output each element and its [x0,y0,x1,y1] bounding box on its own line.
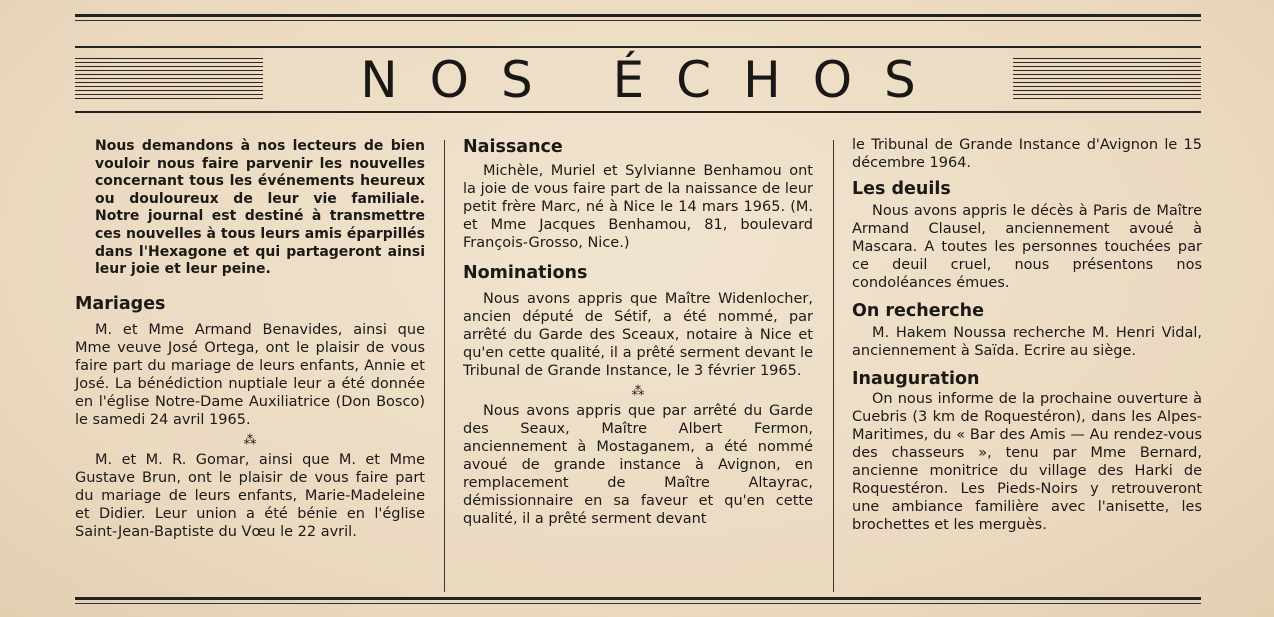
column-1 [75,136,425,541]
intro-notice: Nous demandons à nos lecteurs de bien vouloir nous faire parvenir les nouvelles concernant tous les événements heureux ou douloureux de leur vie familiale. Notre journal est destiné à transmettre ces nouvelles à tous leurs amis éparpillés dans l'Hexagone et qui partageront ainsi leur joie et leur peine. [95,138,425,278]
asterism-separator: ⁂ [631,384,645,399]
top-rule [75,14,1201,17]
banner-stripes-right [1013,58,1201,102]
section-heading-recherche: On recherche [852,301,984,321]
bottom-rule-thin [75,603,1201,604]
section-heading-inauguration: Inauguration [852,369,980,389]
column-divider [444,140,445,592]
naissance-paragraph: Michèle, Muriel et Sylvianne Benhamou ont la joie de vous faire part de la naissance de leur petit frère Marc, né à Nice le 14 mars 1965. (M. et Mme Jacques Benhamou, 81, boulevard François-Grosso, Nice.) [463,163,813,251]
asterism-separator: ⁂ [243,432,257,448]
column-divider [833,140,834,592]
deuils-paragraph: Nous avons appris le décès à Paris de Maître Armand Clausel, anciennement avoué à Mascara. A toutes les personnes touchées par ce deuil cruel, nous présentons nos condoléances émues. [852,203,1202,291]
top-rule-thin [75,20,1201,21]
continuation-paragraph: le Tribunal de Grande Instance d'Avignon le 15 décembre 1964. [852,137,1202,171]
mariages-paragraph-1: M. et Mme Armand Benavides, ainsi que Mme veuve José Ortega, ont le plaisir de vous faire part du mariage de leurs enfants, Annie et José. La bénédiction nuptiale leur a été donnée en l'église Notre-Dame Auxiliatrice (Don Bosco) le samedi 24 avril 1965. [75,321,425,428]
section-heading-mariages: Mariages [75,293,166,314]
nominations-paragraph-1: Nous avons appris que Maître Widenlocher, ancien député de Sétif, a été nommé, par arrêté du Garde des Sceaux, notaire à Nice et qu'en cette qualité, il a prêté serment devant le Tribunal de Grande Instance, le 3 février 1965. [463,291,813,379]
page-title: NOS ÉCHOS [360,51,948,109]
mariages-paragraph-2: M. et M. R. Gomar, ainsi que M. et Mme Gustave Brun, ont le plaisir de vous faire part du mariage de leurs enfants, Marie-Madeleine et Didier. Leur union a été bénie en l'église Saint-Jean-Baptiste du Vœu le 22 avril. [75,451,425,540]
inauguration-paragraph: On nous informe de la prochaine ouverture à Cuebris (3 km de Roquestéron), dans les Alpes-Maritimes, du « Bar des Amis — Au rendez-vous des chasseurs », tenu par Mme Bernard, ancienne monitrice du village des Harki de Roquestéron. Les Pieds-Noirs y retrouveront une ambiance familière avec l'anisette, les brochettes et les merguès. [852,391,1202,533]
section-heading-nominations: Nominations [463,263,588,283]
recherche-paragraph: M. Hakem Noussa recherche M. Henri Vidal, anciennement à Saïda. Ecrire au siège. [852,325,1202,359]
column-2 [463,136,813,528]
section-heading-naissance: Naissance [463,137,563,157]
column-3 [852,136,1202,534]
title-banner [75,46,1201,113]
nominations-paragraph-2: Nous avons appris que par arrêté du Garde des Seaux, Maître Albert Fermon, anciennement à Mostaganem, a été nommé avoué de grande instance à Avignon, en remplacement de Maître Altayrac, démissionnaire en sa faveur et qu'en cette qualité, il a prêté serment devant [463,403,813,527]
section-heading-deuils: Les deuils [852,179,951,199]
bottom-rule [75,597,1201,600]
banner-stripes-left [75,58,263,102]
